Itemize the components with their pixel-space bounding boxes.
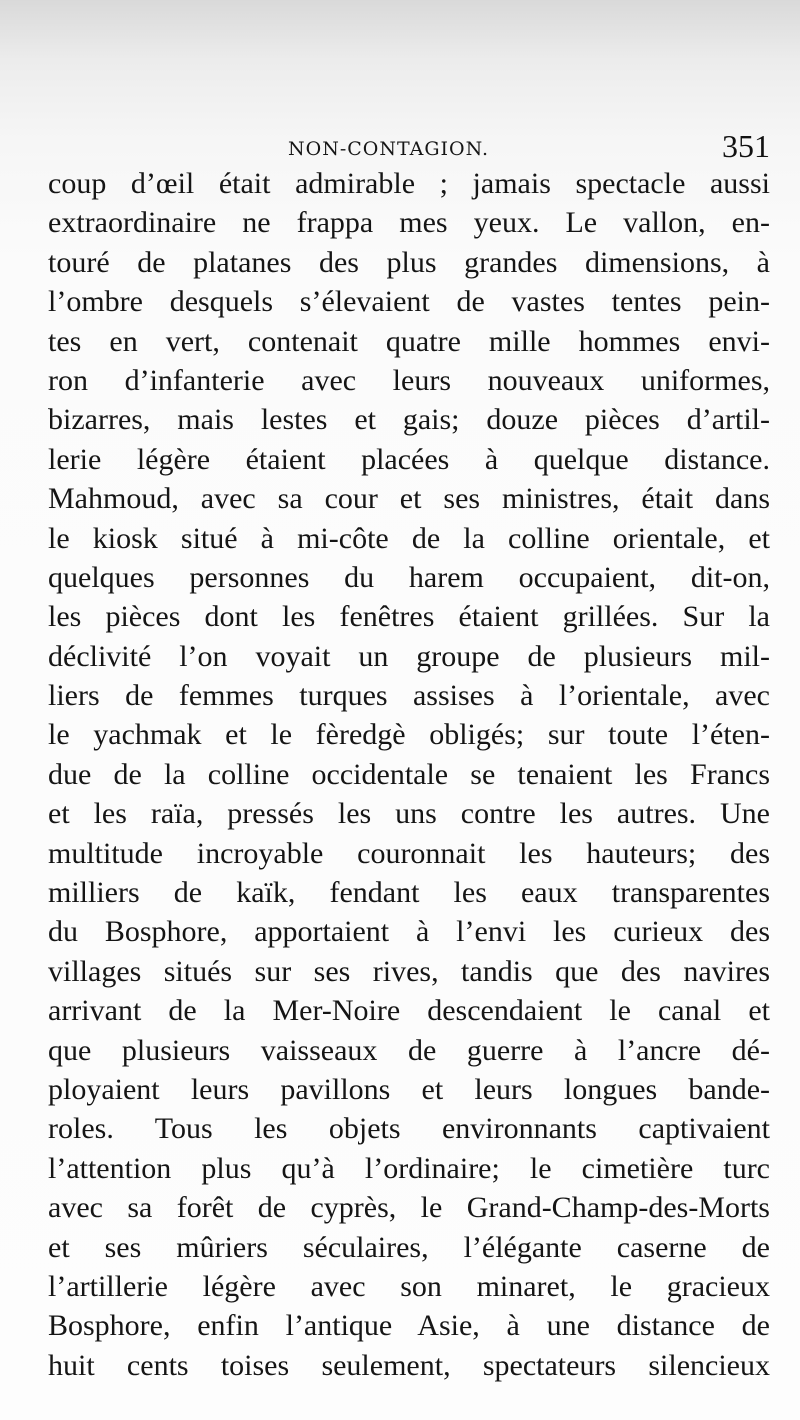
text-line: multitude incroyable couronnait les hauteurs; des — [48, 836, 770, 870]
text-line: due de la colline occidentale se tenaient les Francs — [48, 757, 770, 791]
text-line: les pièces dont les fenêtres étaient grillées. Sur la — [48, 600, 770, 634]
text-line: extraordinaire ne frappa mes yeux. Le vallon, en- — [48, 206, 770, 240]
text-line: du Bosphore, apportaient à l’envi les curieux des — [48, 915, 770, 949]
text-line: le kiosk situé à mi-côte de la colline orientale, et — [48, 521, 770, 555]
text-line: liers de femmes turques assises à l’orientale, avec — [48, 679, 770, 713]
body-text — [48, 164, 770, 1385]
text-line: le yachmak et le fèredgè obligés; sur toute l’éten- — [48, 718, 770, 752]
text-line: huit cents toises seulement, spectateurs silencieux — [48, 1348, 770, 1382]
text-line: milliers de kaïk, fendant les eaux transparentes — [48, 876, 770, 910]
page-number: 351 — [722, 128, 770, 164]
text-line: avec sa forêt de cyprès, le Grand-Champ-des-Morts — [48, 1191, 770, 1225]
running-title: NON-CONTAGION. — [288, 138, 490, 160]
text-line: tes en vert, contenait quatre mille hommes envi- — [48, 324, 770, 358]
text-line: bizarres, mais lestes et gais; douze pièces d’artil- — [48, 403, 770, 437]
text-line: et ses mûriers séculaires, l’élégante caserne de — [48, 1230, 770, 1264]
text-line: Mahmoud, avec sa cour et ses ministres, était dans — [48, 482, 770, 516]
text-line: et les raïa, pressés les uns contre les autres. Une — [48, 797, 770, 831]
text-line: lerie légère étaient placées à quelque distance. — [48, 442, 770, 476]
text-line: l’ombre desquels s’élevaient de vastes tentes pein- — [48, 285, 770, 319]
text-line: déclivité l’on voyait un groupe de plusieurs mil- — [48, 639, 770, 673]
text-line: arrivant de la Mer-Noire descendaient le canal et — [48, 994, 770, 1028]
text-line: ployaient leurs pavillons et leurs longues bande- — [48, 1072, 770, 1106]
text-line: l’attention plus qu’à l’ordinaire; le cimetière turc — [48, 1151, 770, 1185]
text-line: quelques personnes du harem occupaient, dit-on, — [48, 560, 770, 594]
text-line: villages situés sur ses rives, tandis que des navires — [48, 954, 770, 988]
text-line: ron d’infanterie avec leurs nouveaux uniformes, — [48, 363, 770, 397]
text-line: coup d’œil était admirable ; jamais spectacle aussi — [48, 167, 770, 200]
text-line: que plusieurs vaisseaux de guerre à l’ancre dé- — [48, 1033, 770, 1067]
text-line: Bosphore, enfin l’antique Asie, à une distance de — [48, 1309, 770, 1343]
page-header — [48, 128, 770, 168]
text-line: l’artillerie légère avec son minaret, le gracieux — [48, 1269, 770, 1303]
text-line: roles. Tous les objets environnants captivaient — [48, 1112, 770, 1146]
text-line: touré de platanes des plus grandes dimensions, à — [48, 245, 770, 279]
